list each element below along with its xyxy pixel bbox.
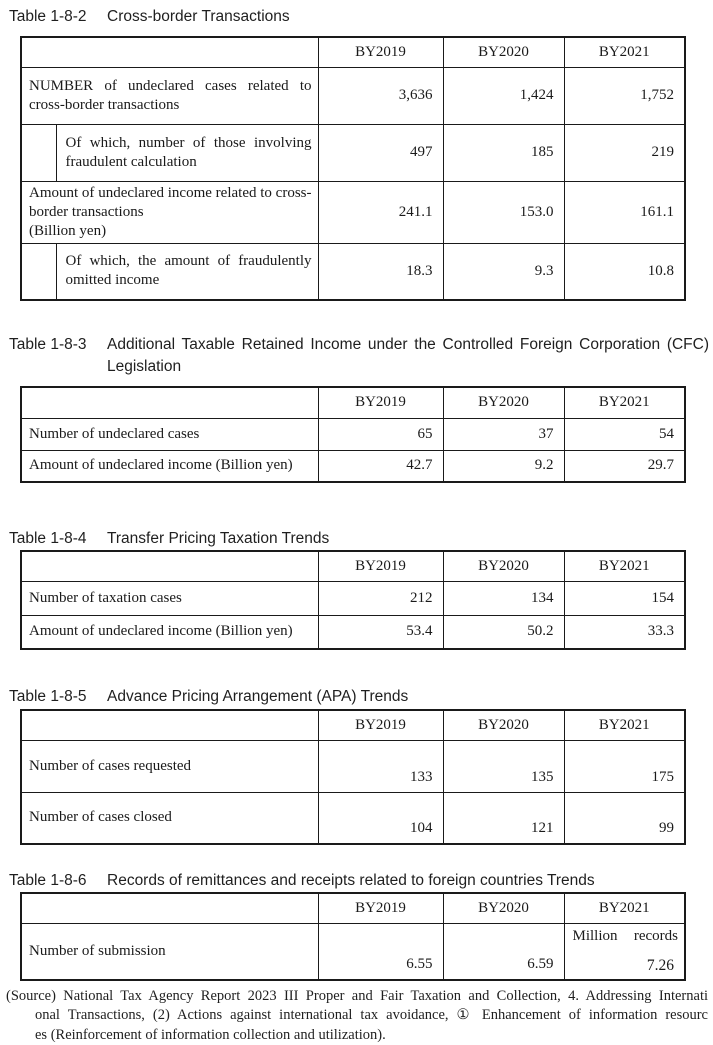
source-note: [6, 987, 708, 1045]
value-cell: 121: [443, 792, 564, 844]
column-header: BY2020: [443, 387, 564, 418]
value-cell: 134: [443, 581, 564, 615]
transfer-pricing-table: [20, 550, 686, 650]
table-code: Table 1-8-5: [9, 686, 87, 708]
value-cell: 161.1: [564, 181, 685, 243]
remittance-records-table: [20, 892, 686, 981]
value-cell: 65: [318, 418, 443, 450]
source-line: es (Reinforcement of information collection and utilization).: [35, 1026, 708, 1045]
column-header: BY2021: [564, 37, 685, 67]
section-table-1-8-6: [0, 870, 713, 981]
column-header: BY2019: [318, 551, 443, 581]
table-1-8-4-title: [0, 528, 713, 550]
row-label-unit: (Billion yen): [29, 222, 312, 241]
table-title-text: Additional Taxable Retained Income under the Controlled Foreign Corporation (CFC) Legislation: [107, 336, 709, 375]
column-header: BY2019: [318, 37, 443, 67]
value-cell: 50.2: [443, 615, 564, 649]
header-empty-cell: [21, 387, 318, 418]
column-header: BY2021: [564, 387, 685, 418]
row-label: Number of cases closed: [21, 792, 318, 844]
value-cell: 104: [318, 792, 443, 844]
table-row: [21, 740, 685, 792]
value-cell: 6.59: [443, 923, 564, 980]
table-row: [21, 243, 685, 300]
table-code: Table 1-8-6: [9, 870, 87, 892]
value-cell: 154: [564, 581, 685, 615]
value-cell: 37: [443, 418, 564, 450]
value-cell: 1,752: [564, 67, 685, 124]
value-cell: 219: [564, 124, 685, 181]
table-row: [21, 418, 685, 450]
section-table-1-8-3: [0, 334, 713, 483]
header-row: [21, 710, 685, 740]
table-1-8-6-title: [0, 870, 713, 892]
value-cell: 3,636: [318, 67, 443, 124]
row-label: Amount of undeclared income (Billion yen): [21, 615, 318, 649]
indent-strip: [21, 124, 56, 181]
table-1-8-3-title: [0, 334, 713, 378]
value-cell: 54: [564, 418, 685, 450]
row-label: [21, 181, 318, 243]
value-cell: 18.3: [318, 243, 443, 300]
value-cell: 10.8: [564, 243, 685, 300]
table-row: [21, 67, 685, 124]
value-cell: 9.2: [443, 450, 564, 482]
table-code: Table 1-8-3: [9, 334, 87, 356]
section-table-1-8-5: [0, 686, 713, 845]
cross-border-transactions-table: [20, 36, 686, 301]
column-header: BY2020: [443, 551, 564, 581]
value-cell: 99: [564, 792, 685, 844]
table-row: [21, 124, 685, 181]
row-label: Number of submission: [21, 923, 318, 980]
value-cell: 53.4: [318, 615, 443, 649]
table-row: [21, 923, 685, 980]
row-label: Number of cases requested: [21, 740, 318, 792]
section-table-1-8-2: [0, 6, 713, 301]
value-cell: 212: [318, 581, 443, 615]
table-row: [21, 450, 685, 482]
table-code: Table 1-8-4: [9, 528, 87, 550]
apa-trends-table: [20, 709, 686, 845]
table-code: Table 1-8-2: [9, 6, 87, 28]
table-1-8-2-title: [0, 6, 713, 28]
section-table-1-8-4: [0, 528, 713, 650]
value-cell: 33.3: [564, 615, 685, 649]
value-cell: 241.1: [318, 181, 443, 243]
header-row: [21, 387, 685, 418]
table-title-text: Advance Pricing Arrangement (APA) Trends: [107, 688, 408, 705]
column-header: BY2021: [564, 551, 685, 581]
value-cell: 497: [318, 124, 443, 181]
table-1-8-5-title: [0, 686, 713, 708]
value-cell: 1,424: [443, 67, 564, 124]
unit-note: Million records: [565, 927, 685, 946]
table-row: [21, 581, 685, 615]
value-cell-with-unit: [564, 923, 685, 980]
row-label: Of which, number of those involving fraudulent calculation: [56, 124, 318, 181]
header-empty-cell: [21, 37, 318, 67]
row-label: Of which, the amount of fraudulently omitted income: [56, 243, 318, 300]
value-cell: 135: [443, 740, 564, 792]
header-empty-cell: [21, 893, 318, 923]
header-row: [21, 551, 685, 581]
column-header: BY2020: [443, 710, 564, 740]
indent-strip: [21, 243, 56, 300]
header-row: [21, 37, 685, 67]
value-cell: 175: [564, 740, 685, 792]
table-title-text: Transfer Pricing Taxation Trends: [107, 530, 329, 547]
row-label: Amount of undeclared income (Billion yen): [21, 450, 318, 482]
table-row: [21, 792, 685, 844]
value-cell: 133: [318, 740, 443, 792]
column-header: BY2020: [443, 893, 564, 923]
value-cell: 29.7: [564, 450, 685, 482]
column-header: BY2019: [318, 710, 443, 740]
header-row: [21, 893, 685, 923]
column-header: BY2021: [564, 893, 685, 923]
value-cell: 42.7: [318, 450, 443, 482]
source-line: onal Transactions, (2) Actions against international tax avoidance, ① Enhancement of information resourc: [35, 1006, 708, 1026]
table-title-text: Cross-border Transactions: [107, 8, 290, 25]
value-cell: 9.3: [443, 243, 564, 300]
value-cell: 185: [443, 124, 564, 181]
column-header: BY2020: [443, 37, 564, 67]
header-empty-cell: [21, 551, 318, 581]
row-label: Number of taxation cases: [21, 581, 318, 615]
report-page: [0, 6, 713, 1045]
table-title-text: Records of remittances and receipts related to foreign countries Trends: [107, 872, 595, 889]
cfc-legislation-table: [20, 386, 686, 483]
column-header: BY2019: [318, 387, 443, 418]
row-label-text: Amount of undeclared income related to cross-border transactions: [29, 185, 312, 220]
table-row: [21, 181, 685, 243]
header-empty-cell: [21, 710, 318, 740]
source-line: (Source) National Tax Agency Report 2023 III Proper and Fair Taxation and Collection, 4. Addressing Internati: [6, 987, 708, 1007]
table-row: [21, 615, 685, 649]
row-label: Number of undeclared cases: [21, 418, 318, 450]
column-header: BY2019: [318, 893, 443, 923]
value-text: 7.26: [565, 956, 685, 975]
value-cell: 6.55: [318, 923, 443, 980]
value-cell: 153.0: [443, 181, 564, 243]
row-label: NUMBER of undeclared cases related to cross-border transactions: [21, 67, 318, 124]
column-header: BY2021: [564, 710, 685, 740]
